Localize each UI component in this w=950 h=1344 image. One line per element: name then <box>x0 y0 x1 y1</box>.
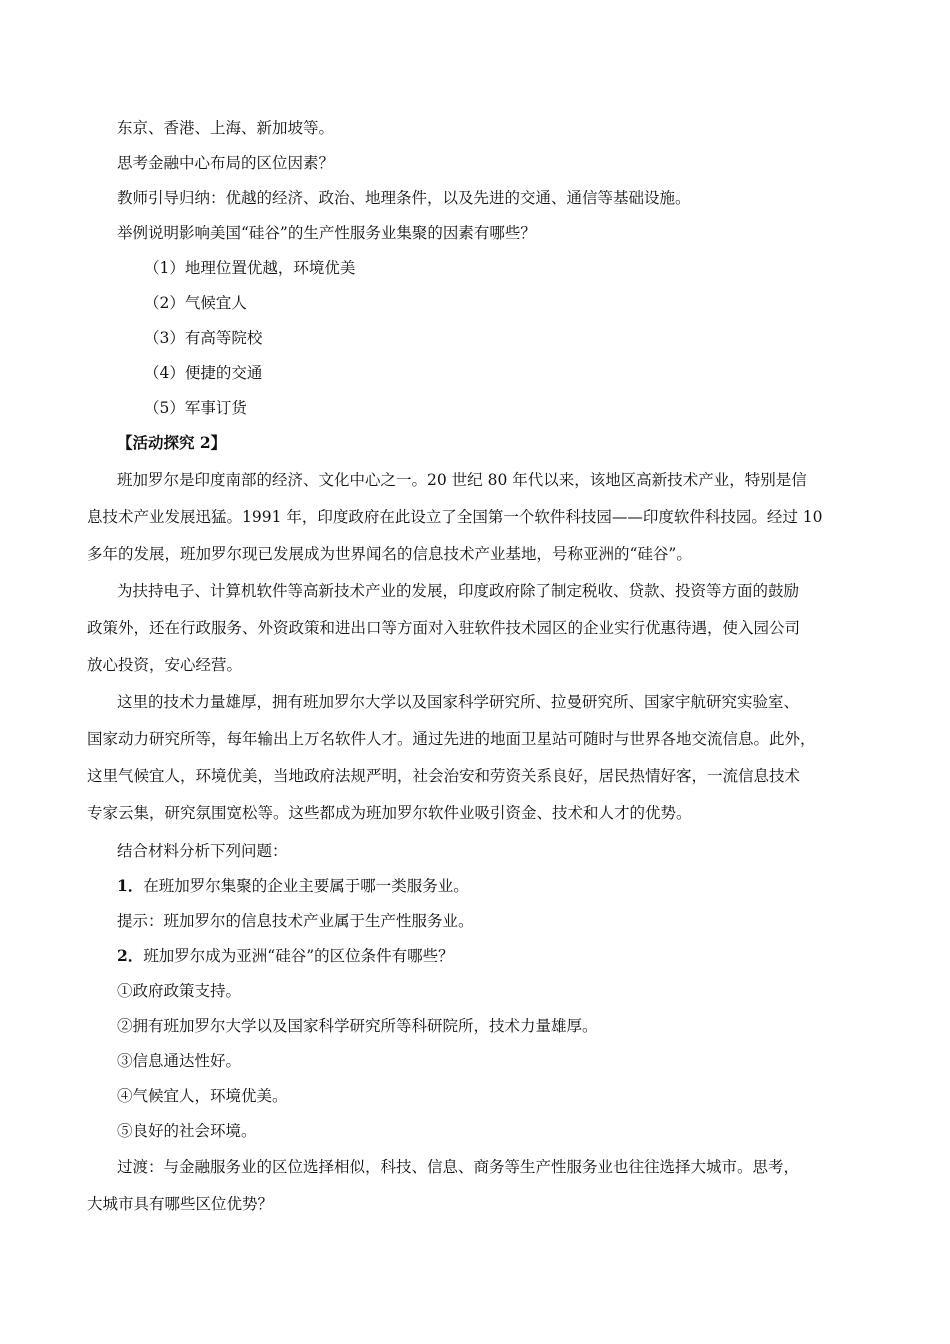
question-text: 在班加罗尔集聚的企业主要属于哪一类服务业。 <box>143 877 469 895</box>
answer-item: ④气候宜人，环境优美。 <box>117 1087 288 1105</box>
question-number: 1． <box>117 876 144 895</box>
list-item: （2）气候宜人 <box>144 294 247 312</box>
paragraph-line: 国家动力研究所等，每年输出上万名软件人才。通过先进的地面卫星站可随时与世界各地交流信息。此外， <box>87 730 816 748</box>
paragraph-line: 政策外，还在行政服务、外资政策和进出口等方面对入驻软件技术园区的企业实行优惠待遇，使入园公司 <box>87 619 801 637</box>
paragraph-line: 多年的发展，班加罗尔现已发展成为世界闻名的信息技术产业基地，号称亚洲的“硅谷”。 <box>87 545 692 563</box>
answer-item: ②拥有班加罗尔大学以及国家科学研究所等科研院所，技术力量雄厚。 <box>117 1017 598 1035</box>
question-2 <box>117 945 454 967</box>
paragraph-line: 放心投资，安心经营。 <box>87 656 243 674</box>
paragraph-line: 大城市具有哪些区位优势？ <box>87 1195 274 1213</box>
paragraph-line: 这里的技术力量雄厚，拥有班加罗尔大学以及国家科学研究所、拉曼研究所、国家宇航研究实验室、 <box>117 693 800 711</box>
paragraph-line: 息技术产业发展迅猛。1991 年，印度政府在此设立了全国第一个软件科技园——印度软件科技园。经过 10 <box>87 508 823 526</box>
question-1 <box>117 875 469 897</box>
list-item: （1）地理位置优越，环境优美 <box>144 259 356 277</box>
section-heading: 【活动探究 2】 <box>117 433 227 452</box>
paragraph-line: 东京、香港、上海、新加坡等。 <box>117 119 335 137</box>
list-item: （5）军事订货 <box>144 399 247 417</box>
paragraph-line: 班加罗尔是印度南部的经济、文化中心之一。20 世纪 80 年代以来，该地区高新技术产业，特别是信 <box>117 471 807 489</box>
paragraph-line: 为扶持电子、计算机软件等高新技术产业的发展，印度政府除了制定税收、贷款、投资等方面的鼓励 <box>117 582 800 600</box>
paragraph-line: 举例说明影响美国“硅谷”的生产性服务业集聚的因素有哪些？ <box>117 224 536 242</box>
paragraph-line: 教师引导归纳：优越的经济、政治、地理条件，以及先进的交通、通信等基础设施。 <box>117 189 691 207</box>
paragraph-line: 结合材料分析下列问题： <box>117 842 288 860</box>
paragraph-line: 思考金融中心布局的区位因素？ <box>117 154 335 172</box>
hint-line: 提示：班加罗尔的信息技术产业属于生产性服务业。 <box>117 912 474 930</box>
paragraph-line: 过渡：与金融服务业的区位选择相似，科技、信息、商务等生产性服务业也往往选择大城市。思考， <box>117 1158 800 1176</box>
answer-item: ⑤良好的社会环境。 <box>117 1122 257 1140</box>
paragraph-line: 专家云集，研究氛围宽松等。这些都成为班加罗尔软件业吸引资金、技术和人才的优势。 <box>87 804 692 822</box>
question-text: 班加罗尔成为亚洲“硅谷”的区位条件有哪些？ <box>143 947 454 965</box>
list-item: （4）便捷的交通 <box>144 364 263 382</box>
paragraph-line: 这里气候宜人，环境优美，当地政府法规严明，社会治安和劳资关系良好，居民热情好客，一流信息技术 <box>87 767 801 785</box>
question-number: 2． <box>117 946 144 965</box>
list-item: （3）有高等院校 <box>144 329 263 347</box>
answer-item: ①政府政策支持。 <box>117 982 242 1000</box>
answer-item: ③信息通达性好。 <box>117 1052 242 1070</box>
